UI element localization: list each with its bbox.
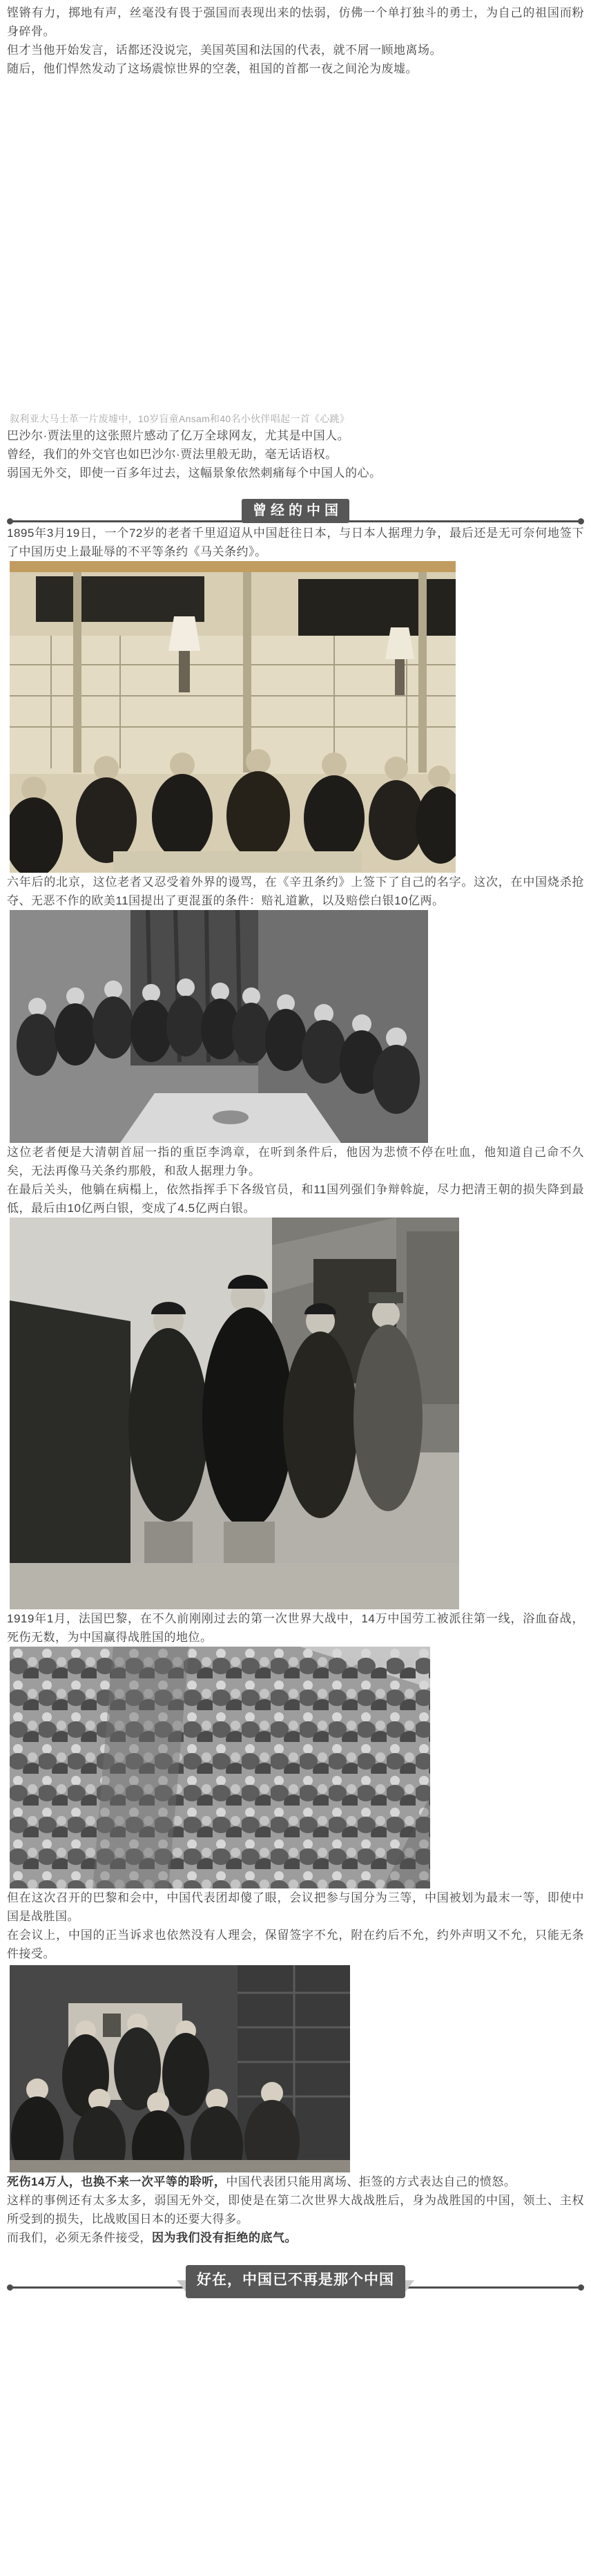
paragraph-intro-4: 巴沙尔·贾法里的这张照片感动了亿万全球网友，尤其是中国人。	[7, 429, 350, 442]
paragraph-weak-diplomacy: 这样的事例还有太多太多，弱国无外交，即使是在第二次世界大战战胜后，身为战胜国的中国，领土、主权所受到的损失，比战败国日本的还要大得多。	[7, 2194, 584, 2226]
photo-chinese-delegation-paris[interactable]	[10, 1965, 584, 2172]
photo-shimonoseki-treaty-signing[interactable]	[10, 561, 584, 873]
divider-dot-right	[578, 518, 584, 524]
section-title-2-wrap	[186, 2265, 405, 2298]
photo-chinese-labor-corps-crowd[interactable]	[10, 1647, 584, 1888]
section-title-1: 曾经的中国	[242, 499, 349, 523]
paragraph-intro-2: 但才当他开始发言，话都还没说完，美国英国和法国的代表，就不屑一顾地离场。	[7, 44, 442, 57]
section-title-2: 好在，中国已不再是那个中国	[186, 2265, 405, 2298]
bold-casualties: 死伤14万人，也换不来一次平等的聆听，	[7, 2175, 226, 2188]
photo-lihongzhang-standing[interactable]	[10, 1218, 584, 1609]
paragraph-ww1-laborers: 1919年1月，法国巴黎，在不久前刚刚过去的第一次世界大战中，14万中国劳工被派往第一线，浴血奋战，死伤无数，为中国赢得战胜国的地位。	[7, 1612, 584, 1644]
paragraph-paris-conference-2: 在会议上，中国的正当诉求也依然没有人理会，保留签字不允，附在约后不允，约外声明又不允，只能无条件接受。	[7, 1929, 584, 1960]
text-no-choice-lead: 而我们，必须无条件接受，	[7, 2231, 152, 2244]
photo-caption-syria: 叙利亚大马士革一片废墟中，10岁盲童Ansam和40名小伙伴唱起一首《心跳》	[10, 413, 350, 424]
ribbon-flap-left	[177, 2280, 186, 2293]
paragraph-intro-3: 随后，他们悍然发动了这场震惊世界的空袭，祖国的首都一夜之间沦为废墟。	[7, 62, 418, 75]
paragraph-paris-conference-1: 但在这次召开的巴黎和会中，中国代表团却傻了眼，会议把参与国分为三等，中国被划为最末一等，即使中国是战胜国。	[7, 1891, 584, 1923]
paragraph-intro-1: 铿锵有力，掷地有声，丝毫没有畏于强国而表现出来的怯弱，仿佛一个单打独斗的勇士，为自己的祖国而粉身碎骨。	[7, 6, 584, 38]
bold-no-confidence: 因为我们没有拒绝的底气。	[152, 2231, 297, 2244]
text-casualties-rest: 中国代表团只能用离场、拒签的方式表达自己的愤怒。	[226, 2175, 516, 2188]
section-divider-2	[7, 2265, 584, 2298]
paragraph-lihongzhang-2: 在最后关头，他躺在病榻上，依然指挥手下各级官员，和11国列强们争辩斡旋，尽力把清王朝的损失降到最低，最后由10亿两白银，变成了4.5亿两白银。	[7, 1183, 584, 1215]
paragraph-no-choice	[7, 2228, 584, 2247]
paragraph-shimonoseki: 1895年3月19日，一个72岁的老者千里迢迢从中国赶往日本，与日本人据理力争，最后还是无可奈何地签下了中国历史上最耻辱的不平等条约《马关条约》。	[7, 527, 584, 558]
section-divider-1	[7, 499, 584, 524]
divider-dot-right-2	[578, 2284, 584, 2291]
photo-xinchou-treaty-group[interactable]	[10, 910, 584, 1143]
paragraph-intro-6: 弱国无外交，即使一百多年过去，这幅景象依然刺痛每个中国人的心。	[7, 466, 382, 480]
paragraph-lihongzhang-1: 这位老者便是大清朝首屈一指的重臣李鸿章，在听到条件后，他因为悲愤不停在吐血，他知道自己命不久矣，无法再像马关条约那般，和敌人据理力争。	[7, 1146, 584, 1177]
paragraph-casualties	[7, 2172, 584, 2191]
ribbon-flap-right	[405, 2280, 414, 2293]
paragraph-intro-5: 曾经，我们的外交官也如巴沙尔·贾法里般无助，毫无话语权。	[7, 448, 338, 461]
paragraph-xinchou: 六年后的北京，这位老者又忍受着外界的谩骂，在《辛丑条约》上签下了自己的名字。这次，在中国烧杀抢夺、无恶不作的欧美11国提出了更混蛋的条件：赔礼道歉，以及赔偿白银10亿两。	[7, 875, 584, 907]
